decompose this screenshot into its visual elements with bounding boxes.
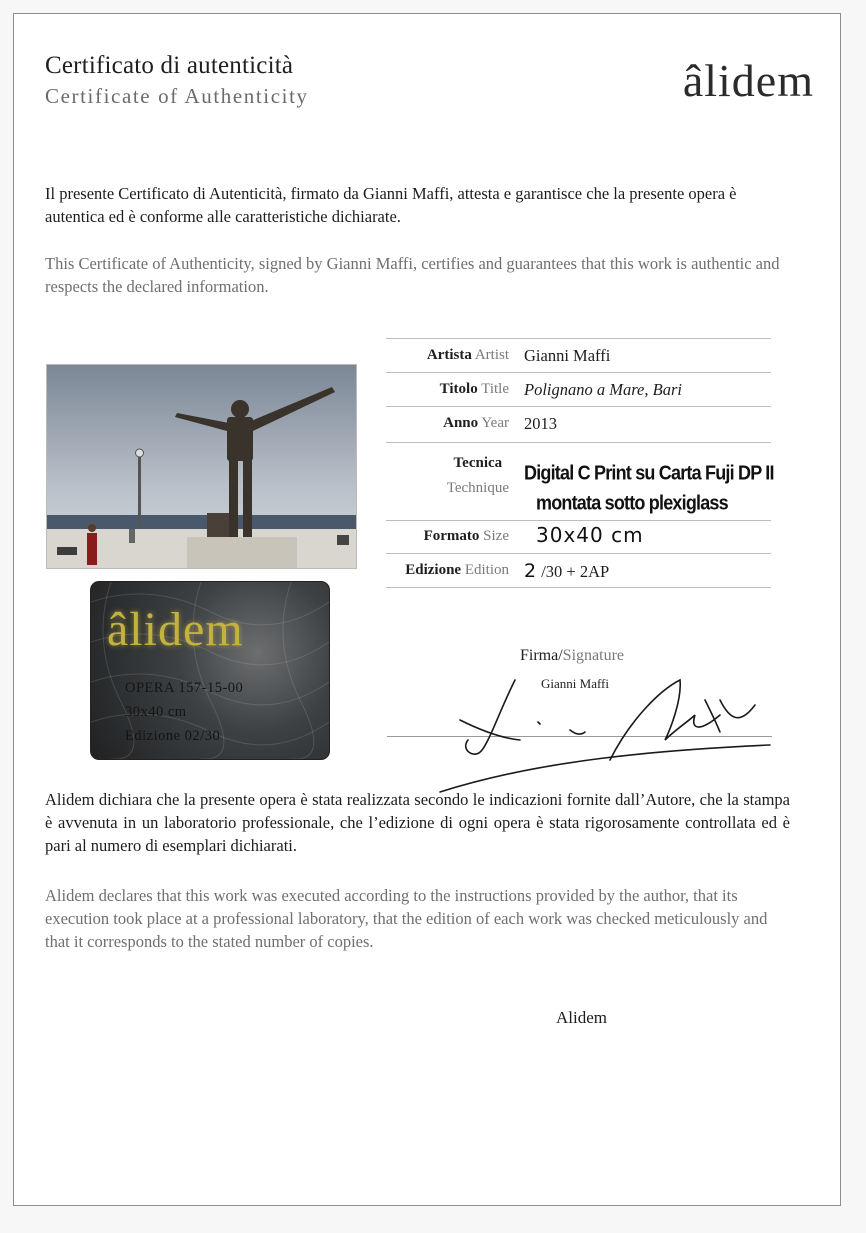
edition-suffix: /30 + 2AP	[541, 562, 610, 581]
row-year	[386, 406, 771, 442]
hologram-code: OPERA 157-15-00	[125, 680, 244, 696]
brand-logo: âlidem	[682, 55, 814, 106]
edition-label: Edizione Edition	[405, 562, 509, 578]
edition-number: 2	[524, 560, 538, 582]
row-size	[386, 520, 771, 553]
details-table	[386, 338, 774, 588]
row-edition	[386, 553, 771, 588]
declaration-italian: Alidem dichiara che la presente opera è stata realizzata secondo le indicazioni fornite dall’Autore, che la stampa è avvenuta in un laboratorio professionale, che l’edizione di ogni opera è stata rigorosamente controllata ed è pari al numero di esemplari dichiarati.	[45, 790, 790, 855]
closing-signature: Alidem	[556, 1008, 607, 1027]
intro-english: This Certificate of Authenticity, signed by Gianni Maffi, certifies and guarantees that this work is authentic and respects the declared information.	[45, 254, 780, 296]
year-label: Anno Year	[443, 415, 509, 431]
signature-label: Firma/Signature	[520, 647, 624, 664]
technique-line1: Digital C Print su Carta Fuji DP II	[524, 461, 774, 484]
year-value: 2013	[524, 414, 557, 433]
hologram-size: 30x40 cm	[125, 704, 187, 720]
title-italian: Certificato di autenticità	[45, 52, 294, 79]
row-technique	[386, 442, 774, 520]
artist-label: Artista Artist	[426, 347, 509, 363]
artist-value: Gianni Maffi	[524, 346, 611, 365]
row-artist	[386, 338, 771, 372]
technique-line2: montata sotto plexiglass	[536, 491, 728, 514]
row-title	[386, 372, 771, 406]
title-label: Titolo Title	[439, 381, 509, 397]
edition-value	[524, 560, 609, 582]
size-value: 30x40 cm	[536, 523, 644, 547]
hologram-edition: Edizione 02/30	[125, 728, 221, 744]
size-label: Formato Size	[423, 528, 509, 544]
hologram-brand: âlidem	[107, 603, 244, 656]
artwork-photo	[46, 364, 357, 569]
signature-name: Gianni Maffi	[541, 676, 609, 691]
intro-italian: Il presente Certificato di Autenticità, firmato da Gianni Maffi, attesta e garantisce che la presente opera è autentica ed è conforme alle caratteristiche dichiarate.	[45, 184, 737, 226]
handwritten-signature	[420, 660, 780, 800]
declaration-english: Alidem declares that this work was executed according to the instructions provided by the author, that its execution took place at a professional laboratory, that the edition of each work was checked meticulously and that it corresponds to the stated number of copies.	[45, 886, 768, 951]
technique-label: Tecnica Technique	[446, 455, 509, 496]
title-english: Certificate of Authenticity	[45, 84, 309, 108]
title-value: Polignano a Mare, Bari	[524, 380, 682, 399]
hologram-label	[90, 581, 330, 760]
